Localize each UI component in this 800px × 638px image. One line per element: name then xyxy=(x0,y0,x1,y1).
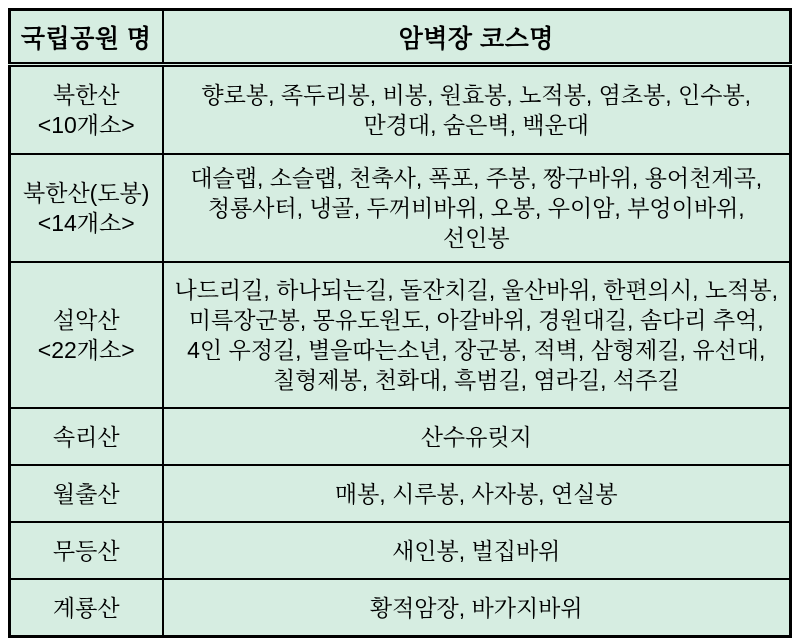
park-cell xyxy=(10,262,163,408)
table-row xyxy=(10,154,791,262)
park-name: 설악산 xyxy=(52,307,120,333)
header-course-name: 암벽장 코스명 xyxy=(163,10,791,65)
park-name: 월출산 xyxy=(52,480,120,507)
climbing-course-table xyxy=(8,8,792,638)
park-cell xyxy=(10,465,163,522)
park-cell xyxy=(10,579,163,637)
courses-cell: 산수유릿지 xyxy=(163,408,791,465)
park-cell xyxy=(10,408,163,465)
courses-cell: 대슬랩, 소슬랩, 천축사, 폭포, 주봉, 짱구바위, 용어천계곡, 청룡사터, 냉골, 두꺼비바위, 오봉, 우이암, 부엉이바위, 선인봉 xyxy=(163,154,791,262)
courses-cell: 나드리길, 하나되는길, 돌잔치길, 울산바위, 한편의시, 노적봉, 미륵장군봉, 몽유도원도, 아갈바위, 경원대길, 솜다리 추억, 4인 우정길, 별을따는소년, 장군봉, 적벽, 삼형제길, 유선대, 칠형제봉, 천화대, 흑범길, 염라길, 석주길 xyxy=(163,262,791,408)
courses-cell: 매봉, 시루봉, 사자봉, 연실봉 xyxy=(163,465,791,522)
park-name: 북한산 xyxy=(52,82,120,108)
park-name: 무등산 xyxy=(52,537,120,564)
header-park-name: 국립공원 명 xyxy=(10,10,163,65)
park-site-count: <10개소> xyxy=(37,112,135,138)
park-site-count: <14개소> xyxy=(37,210,135,236)
park-cell xyxy=(10,65,163,155)
courses-cell: 황적암장, 바가지바위 xyxy=(163,579,791,637)
table-header-row xyxy=(10,10,791,65)
table-row xyxy=(10,465,791,522)
table-row xyxy=(10,262,791,408)
table-row xyxy=(10,65,791,155)
courses-cell: 향로봉, 족두리봉, 비봉, 원효봉, 노적봉, 염초봉, 인수봉, 만경대, 숨은벽, 백운대 xyxy=(163,65,791,155)
park-site-count: <22개소> xyxy=(37,337,135,363)
table-row xyxy=(10,408,791,465)
park-name: 계룡산 xyxy=(52,594,120,621)
park-name: 속리산 xyxy=(52,423,120,450)
park-cell xyxy=(10,154,163,262)
table-row xyxy=(10,579,791,637)
courses-cell: 새인봉, 벌집바위 xyxy=(163,522,791,579)
table-row xyxy=(10,522,791,579)
park-name: 북한산(도봉) xyxy=(23,180,150,206)
park-cell xyxy=(10,522,163,579)
